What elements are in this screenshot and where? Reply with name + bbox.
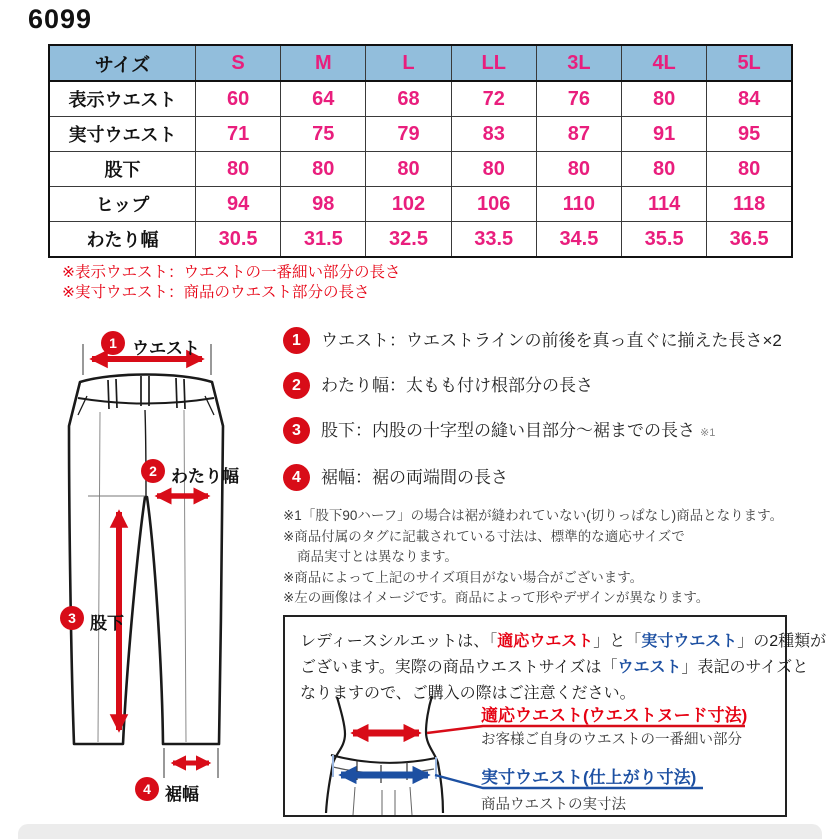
diagram-badge-4: 4 (135, 777, 159, 801)
size-column-header: LL (451, 45, 536, 81)
measurement-value-cell: 36.5 (707, 222, 792, 258)
paragraph-segment: レディースシルエットは、「 (300, 633, 498, 650)
note-line: 商品実寸とは異なります。 (297, 549, 458, 564)
measurement-value-cell: 110 (536, 187, 621, 222)
measurement-value-cell: 106 (451, 187, 536, 222)
size-column-header: 3L (536, 45, 621, 81)
measurement-value-cell: 80 (196, 152, 281, 187)
legend-item-inseam (283, 417, 839, 447)
measurement-row-label: ヒップ (49, 187, 196, 222)
pants-measurement-diagram (62, 330, 242, 810)
size-column-header: 4L (622, 45, 707, 81)
paragraph-segment: 適応ウエスト (497, 633, 594, 650)
note-line: ※商品付属のタグに記載されている寸法は、標準的な適応サイズで (283, 528, 685, 544)
size-table-row (49, 187, 792, 222)
size-column-header: 5L (707, 45, 792, 81)
legend-item-waist (283, 327, 839, 354)
measurement-value-cell: 80 (622, 81, 707, 117)
paragraph-segment: ございます。実際の商品ウエストサイズは「 (300, 659, 618, 676)
size-column-header: S (196, 45, 281, 81)
next-section-divider (18, 824, 822, 839)
measurement-value-cell: 68 (366, 81, 451, 117)
measurement-value-cell: 33.5 (451, 222, 536, 258)
size-table-row (49, 117, 792, 152)
note-line: ※左の画像はイメージです。商品によって形やデザインが異なります。 (283, 590, 710, 605)
measurement-value-cell: 79 (366, 117, 451, 152)
measurement-value-cell: 80 (536, 152, 621, 187)
size-table (48, 44, 793, 258)
legend-text-2: わたり幅：太もも付け根部分の長さ (321, 376, 593, 395)
legend-text-4: 裾幅：裾の両端間の長さ (321, 468, 508, 487)
measurement-value-cell: 83 (451, 117, 536, 152)
note-line: ※商品によって上記のサイズ項目がない場合がございます。 (283, 569, 644, 585)
measurement-value-cell: 64 (281, 81, 366, 117)
measurement-value-cell: 80 (622, 152, 707, 187)
measurement-value-cell: 30.5 (196, 222, 281, 258)
measurement-value-cell: 31.5 (281, 222, 366, 258)
paragraph-segment: 」表記のサイズと (681, 659, 809, 676)
paragraph-segment: ウエスト (617, 659, 682, 676)
measurement-value-cell: 118 (707, 187, 792, 222)
legend-badge-3: 3 (283, 417, 310, 444)
diagram-label-inseam: 股下 (90, 614, 124, 633)
measurement-value-cell: 60 (196, 81, 281, 117)
measurement-value-cell: 102 (366, 187, 451, 222)
note-line: ※1「股下90ハーフ」の場合は裾が縫われていない(切りっぱなし)商品となります。 (283, 508, 784, 523)
measurement-value-cell: 91 (622, 117, 707, 152)
legend-item-hem (283, 464, 839, 491)
size-table-row (49, 81, 792, 117)
measurement-value-cell: 32.5 (366, 222, 451, 258)
diagram-badge-1: 1 (101, 331, 125, 355)
measurement-value-cell: 71 (196, 117, 281, 152)
table-footnote-display-waist: ※表示ウエスト：ウエストの一番細い部分の長さ (62, 264, 401, 281)
measurement-value-cell: 87 (536, 117, 621, 152)
actual-waist-label: 実寸ウエスト(仕上がり寸法) (481, 768, 697, 787)
table-footnotes (62, 263, 401, 303)
paragraph-segment: 」と「 (593, 633, 642, 650)
fit-waist-label: 適応ウエスト(ウエストヌード寸法) (481, 706, 748, 725)
measurement-value-cell: 95 (707, 117, 792, 152)
measurement-value-cell: 94 (196, 187, 281, 222)
measurement-value-cell: 114 (622, 187, 707, 222)
legend-text-1: ウエスト：ウエストラインの前後を真っ直ぐに揃えた長さ×2 (321, 331, 782, 350)
measurement-value-cell: 84 (707, 81, 792, 117)
legend-badge-2: 2 (283, 372, 310, 399)
diagram-badge-2: 2 (141, 459, 165, 483)
measurement-value-cell: 35.5 (622, 222, 707, 258)
legend-item-thigh (283, 372, 839, 399)
measurement-row-label: わたり幅 (49, 222, 196, 258)
measurement-value-cell: 98 (281, 187, 366, 222)
measurement-row-label: 表示ウエスト (49, 81, 196, 117)
diagram-label-waist: ウエスト (132, 339, 200, 358)
measurement-row-label: 股下 (49, 152, 196, 187)
size-table-container (48, 44, 793, 258)
measurement-value-cell: 80 (451, 152, 536, 187)
legend-text-3: 股下：内股の十字型の縫い目部分～裾までの長さ (321, 421, 695, 440)
measurement-value-cell: 34.5 (536, 222, 621, 258)
measurement-value-cell: 80 (366, 152, 451, 187)
fit-waist-description: お客様ご自身のウエストの一番細い部分 (481, 732, 742, 748)
size-table-row (49, 222, 792, 258)
size-table-corner-header: サイズ (49, 45, 196, 81)
measurement-value-cell: 76 (536, 81, 621, 117)
product-number-title: 6099 (28, 4, 93, 34)
legend-note-ref: ※1 (700, 427, 716, 439)
paragraph-segment: なりますので、ご購入の際はご注意ください。 (300, 685, 636, 702)
legend-badge-1: 1 (283, 327, 310, 354)
paragraph-segment: 実寸ウエスト (641, 633, 738, 650)
measurement-row-label: 実寸ウエスト (49, 117, 196, 152)
diagram-badge-3: 3 (60, 606, 84, 630)
size-table-row (49, 152, 792, 187)
measurement-value-cell: 80 (281, 152, 366, 187)
measurement-value-cell: 72 (451, 81, 536, 117)
diagram-label-thigh: わたり幅 (171, 467, 239, 486)
actual-waist-description: 商品ウエストの実寸法 (481, 797, 626, 813)
size-table-header-row (49, 45, 792, 81)
legend-badge-4: 4 (283, 464, 310, 491)
waist-info-box (283, 615, 827, 817)
paragraph-segment: 」の2種類が (737, 633, 827, 650)
diagram-label-hem: 裾幅 (165, 785, 199, 804)
size-column-header: L (366, 45, 451, 81)
measurement-value-cell: 80 (707, 152, 792, 187)
measurement-value-cell: 75 (281, 117, 366, 152)
table-footnote-actual-waist: ※実寸ウエスト：商品のウエスト部分の長さ (62, 284, 370, 301)
general-notes (283, 506, 783, 609)
size-column-header: M (281, 45, 366, 81)
